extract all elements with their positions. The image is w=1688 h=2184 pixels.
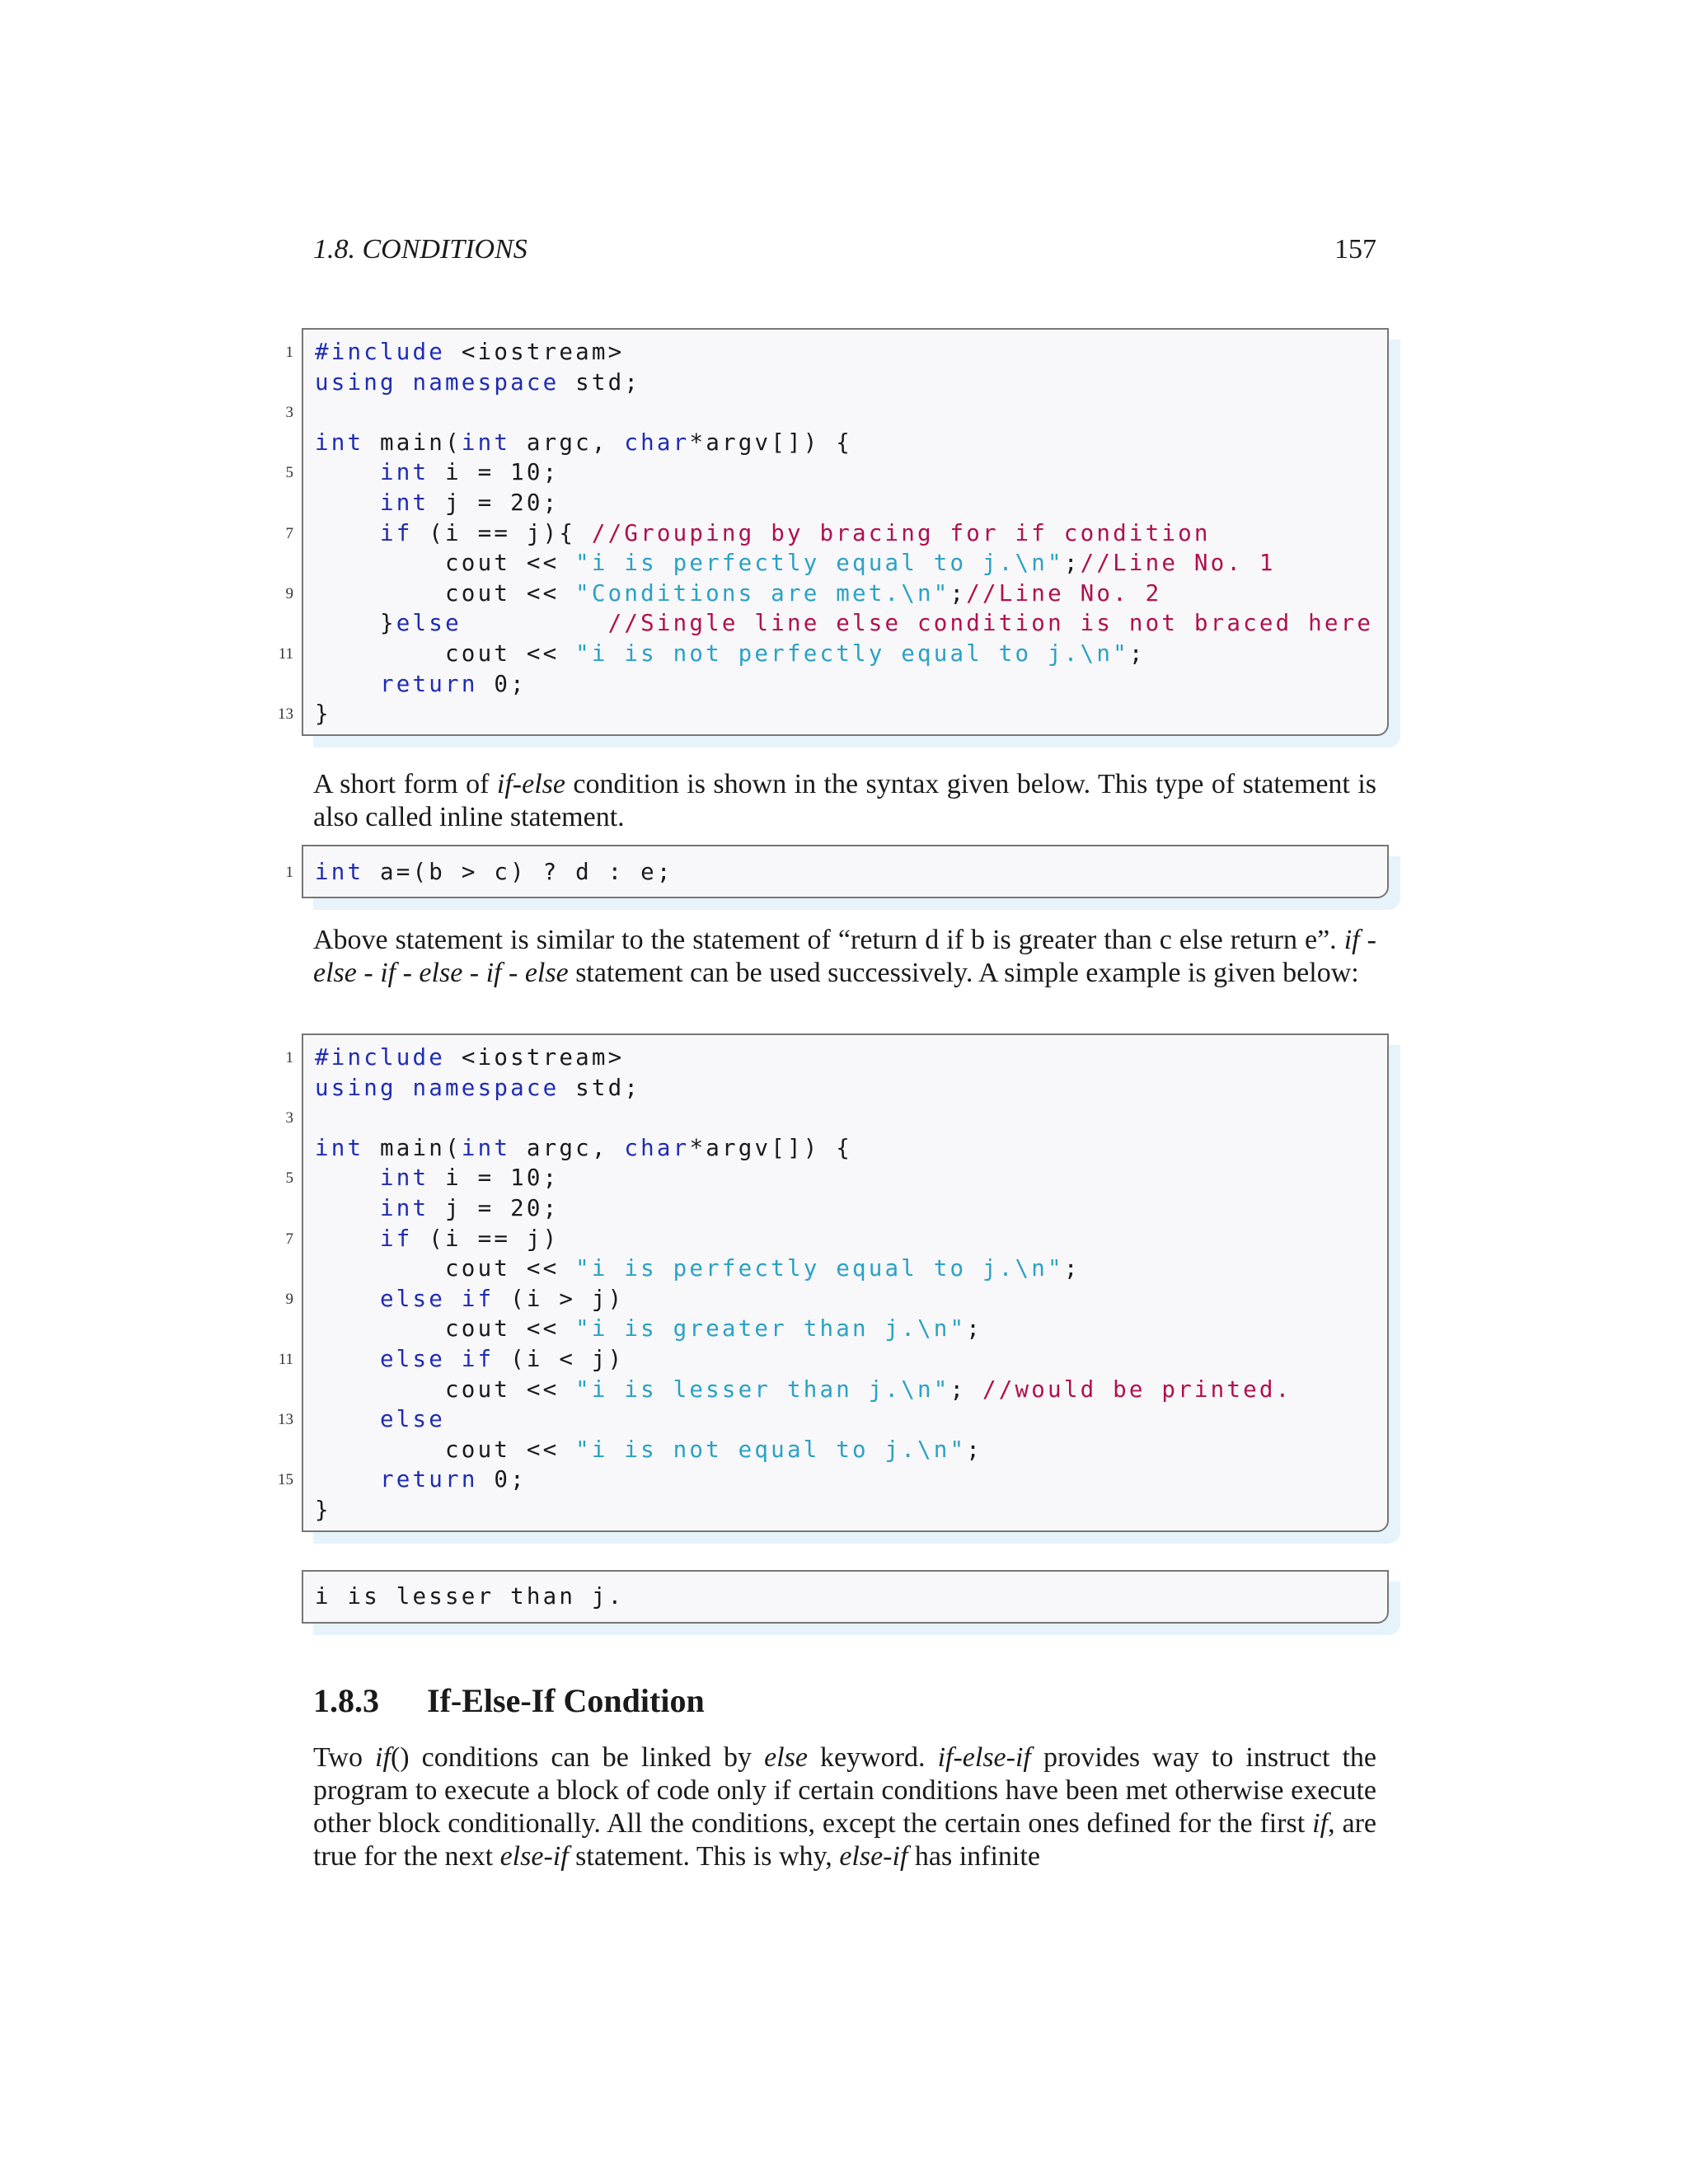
code-text: 0; [477, 670, 527, 697]
line-number: 7 [285, 1230, 293, 1248]
code-text: ; [1063, 550, 1081, 577]
code-string: "i is perfectly equal to j.\n" [575, 550, 1064, 577]
code-line [303, 1254, 1387, 1284]
code-line [303, 608, 1387, 639]
code-comment: //would be printed. [982, 1376, 1292, 1403]
code-text [315, 1466, 380, 1493]
code-text: ; [1063, 1255, 1081, 1282]
code-keyword: char [624, 1134, 690, 1161]
code-line [285, 1284, 1387, 1315]
code-text: ; [966, 1315, 983, 1343]
code-text: (i < j) [494, 1345, 625, 1372]
code-text: *argv[]) { [689, 429, 853, 456]
code-string: "Conditions are met.\n" [575, 579, 950, 607]
code-text: i = 10; [429, 459, 560, 486]
code-text: } [315, 1496, 331, 1523]
line-number: 13 [278, 705, 293, 724]
line-number: 3 [285, 404, 293, 422]
code-text: ; [950, 1376, 983, 1403]
code-text: std; [559, 368, 641, 396]
code-text [462, 610, 608, 636]
code-line [303, 1133, 1387, 1164]
code-string: "i is not perfectly equal to j.\n" [575, 640, 1129, 667]
code-line [278, 1344, 1387, 1375]
code-keyword: int [380, 1194, 429, 1221]
code-line [278, 1465, 1387, 1495]
code-line [285, 1163, 1387, 1193]
code-line [303, 1435, 1387, 1465]
code-text [315, 1195, 380, 1221]
page-number: 157 [1334, 234, 1376, 265]
code-line [278, 1404, 1387, 1435]
line-number: 3 [285, 1109, 293, 1127]
code-text: <iostream> [445, 1044, 625, 1071]
code-keyword: #include [315, 339, 446, 365]
code-string: "i is perfectly equal to j.\n" [575, 1255, 1064, 1282]
paragraph-inline-statement: A short form of if-else condition is shown in the syntax given below. This type of statement is also called inline statement. [313, 769, 1376, 832]
code-text: main( [363, 1134, 462, 1161]
code-line [285, 1103, 1387, 1133]
code-line [278, 639, 1387, 669]
code-keyword: if [380, 519, 413, 546]
code-comment: //Line No. 1 [1080, 550, 1276, 577]
code-text: argc, [510, 429, 625, 456]
code-keyword: else [380, 1406, 446, 1433]
code-text [315, 1346, 380, 1372]
code-line [285, 337, 1387, 368]
code-keyword: char [624, 429, 690, 456]
code-text: (i > j) [494, 1285, 625, 1312]
code-keyword: int [315, 859, 364, 885]
code-text: main( [363, 429, 462, 456]
code-text: i is lesser than j. [315, 1583, 625, 1610]
line-number: 1 [285, 1049, 293, 1066]
code-text: cout << [315, 550, 576, 577]
code-keyword: int [380, 459, 429, 486]
code-keyword: int [461, 1134, 511, 1161]
code-line [285, 518, 1387, 549]
code-line [303, 669, 1387, 700]
code-text: 0; [477, 1466, 527, 1493]
code-text: (i == j) [412, 1225, 560, 1252]
code-text [315, 520, 380, 546]
program-output [302, 1570, 1389, 1624]
code-text [315, 671, 380, 697]
line-number: 5 [285, 464, 293, 482]
code-string: "i is greater than j.\n" [575, 1315, 967, 1343]
code-text: j = 20; [429, 1194, 560, 1221]
section-heading [313, 1681, 705, 1720]
code-keyword: #include [315, 1044, 446, 1071]
code-keyword: return [380, 670, 478, 697]
code-text [315, 490, 380, 516]
code-text: cout << [315, 1315, 576, 1343]
section-number: 1.8.3 [313, 1682, 379, 1719]
line-number: 15 [278, 1471, 293, 1489]
code-text [315, 1226, 380, 1252]
code-text [315, 1286, 380, 1312]
code-text [315, 1165, 380, 1191]
line-number: 1 [285, 344, 293, 361]
code-text: cout << [315, 1436, 576, 1463]
code-keyword: else if [380, 1285, 495, 1312]
code-text: j = 20; [429, 489, 560, 516]
code-line [303, 1193, 1387, 1224]
code-line [303, 368, 1387, 398]
code-line [303, 548, 1387, 579]
code-text: cout << [315, 579, 576, 607]
code-line [278, 699, 1387, 729]
code-comment: //Single line else condition is not braced here [607, 610, 1374, 637]
code-text: cout << [315, 1255, 576, 1282]
code-line [285, 857, 1387, 888]
code-comment: //Line No. 2 [966, 579, 1162, 607]
code-keyword: int [315, 429, 364, 456]
code-keyword: using namespace [315, 1074, 560, 1101]
code-keyword: else [396, 610, 462, 637]
code-listing-if-else [278, 328, 1389, 736]
code-text: (i == j){ [412, 519, 592, 546]
section-title: If-Else-If Condition [427, 1682, 705, 1719]
code-keyword: int [380, 1165, 429, 1192]
code-listing-if-else-if [278, 1033, 1389, 1532]
code-text: cout << [315, 1376, 576, 1403]
line-number: 5 [285, 1169, 293, 1188]
code-line [285, 397, 1387, 428]
code-keyword: int [380, 489, 429, 516]
code-string: "i is lesser than j.\n" [575, 1376, 950, 1403]
line-number: 11 [278, 644, 293, 663]
code-comment: //Grouping by bracing for if condition [591, 519, 1211, 546]
running-head [313, 234, 1376, 274]
code-text: } [315, 701, 331, 728]
line-number: 9 [285, 1290, 293, 1308]
code-line [285, 579, 1387, 609]
code-keyword: int [315, 1134, 364, 1161]
code-string: "i is not equal to j.\n" [575, 1436, 967, 1463]
code-text: ; [950, 579, 967, 607]
code-text: ; [1128, 640, 1146, 667]
code-line [303, 428, 1387, 458]
running-head-section: 1.8. CONDITIONS [313, 234, 528, 265]
line-number: 7 [285, 524, 293, 542]
code-keyword: return [380, 1466, 478, 1493]
code-line [303, 1314, 1387, 1344]
paragraph-if-else-if: Two if() conditions can be linked by else keyword. if-else-if provides way to instruct the program to execute a block of code only if certain conditions have been met otherwise execute other block conditionally. All the conditions, except the certain ones defined for the first if, are true for the next else-if statement. This is why, else-if has infinite [313, 1742, 1377, 1872]
code-keyword: int [461, 429, 511, 456]
code-text [315, 459, 380, 485]
paragraph-successive-if-else: Above statement is similar to the statement of “return d if b is greater than c else return e”. if - else - if - else - if - else statement can be used successively. A simple example is given below: [313, 925, 1376, 988]
code-listing-inline [285, 845, 1389, 898]
code-line [303, 1582, 1387, 1612]
code-text: i = 10; [429, 1165, 560, 1192]
code-text: ; [966, 1436, 983, 1463]
code-line [303, 488, 1387, 518]
code-text: *argv[]) { [689, 1134, 853, 1161]
code-text: cout << [315, 640, 576, 667]
code-text: argc, [510, 1134, 625, 1161]
code-line [285, 457, 1387, 488]
code-text: <iostream> [445, 339, 625, 365]
code-line [303, 1495, 1387, 1526]
code-keyword: else if [380, 1345, 495, 1372]
line-number: 13 [278, 1411, 293, 1429]
code-text [315, 1406, 380, 1432]
code-line [285, 1043, 1387, 1073]
code-keyword: using namespace [315, 368, 560, 396]
code-text: std; [559, 1074, 641, 1101]
code-line [303, 1375, 1387, 1405]
line-number: 1 [285, 864, 293, 881]
code-text: a=(b > c) ? d : e; [363, 859, 673, 885]
code-line [303, 1073, 1387, 1104]
code-text: } [315, 610, 396, 637]
line-number: 9 [285, 584, 293, 602]
line-number: 11 [278, 1350, 293, 1368]
code-line [285, 1224, 1387, 1254]
code-keyword: if [380, 1225, 413, 1252]
